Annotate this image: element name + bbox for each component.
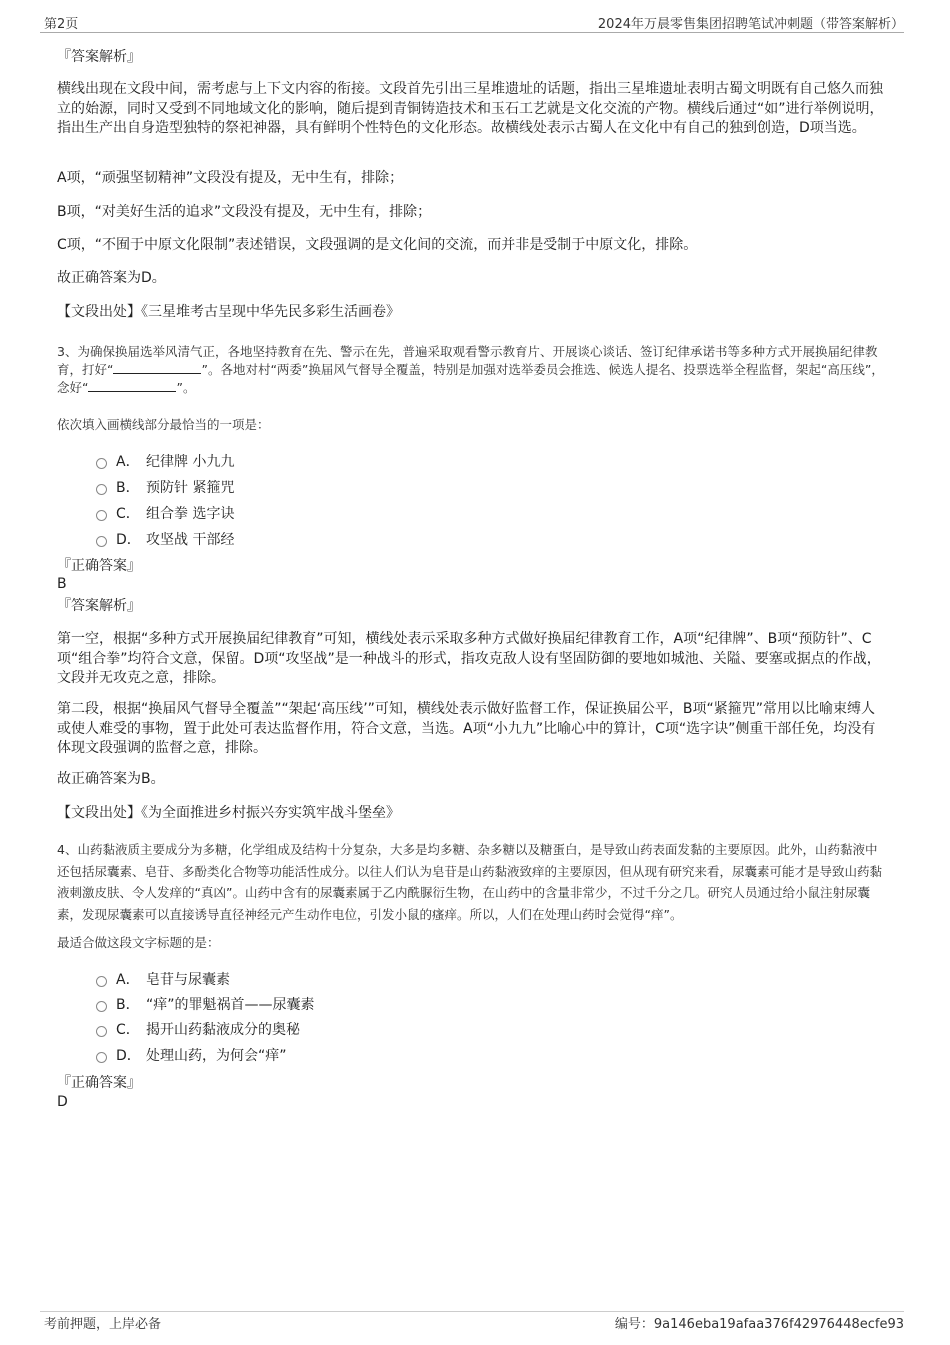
document-id: 编号：9a146eba19afaa376f42976448ecfe93 — [614, 1317, 904, 1332]
radio-icon[interactable] — [96, 484, 107, 495]
header-divider — [40, 32, 904, 33]
footer-slogan: 考前押题，上岸必备 — [44, 1317, 162, 1332]
q2-conclusion: 故正确答案为D。 — [57, 270, 166, 286]
q4-option-d[interactable] — [96, 1045, 287, 1065]
option-key: C． — [116, 1022, 140, 1038]
option-text: 预防针 紧箍咒 — [146, 480, 235, 496]
radio-icon[interactable] — [96, 510, 107, 521]
q3-prompt: 依次填入画横线部分最恰当的一项是： — [57, 417, 270, 432]
radio-icon[interactable] — [96, 976, 107, 987]
q4-prompt: 最适合做这段文字标题的是： — [57, 935, 220, 950]
q3-conclusion: 故正确答案为B。 — [57, 771, 165, 787]
radio-icon[interactable] — [96, 536, 107, 547]
option-key: A． — [116, 972, 140, 988]
q4-answer: D — [57, 1094, 68, 1110]
option-text: 皂苷与尿囊素 — [146, 972, 230, 988]
q3-option-c[interactable] — [96, 503, 234, 523]
option-text: 攻坚战 干部经 — [146, 532, 235, 548]
q3-answer: B — [57, 576, 67, 592]
radio-icon[interactable] — [96, 1026, 107, 1037]
q2-option-a-analysis: A项，“顽强坚韧精神”文段没有提及，无中生有，排除； — [57, 170, 404, 186]
blank-line — [88, 379, 176, 392]
q3-source: 【文段出处】《为全面推进乡村振兴夯实筑牢战斗堡垒》 — [57, 805, 400, 821]
radio-icon[interactable] — [96, 458, 107, 469]
page-number: 第2页 — [44, 17, 79, 32]
q2-source: 【文段出处】《三星堆考古呈现中华先民多彩生活画卷》 — [57, 304, 400, 320]
option-key: C． — [116, 506, 140, 522]
q4-answer-label: 『正确答案』 — [57, 1075, 141, 1091]
document-title: 2024年万晨零售集团招聘笔试冲刺题（带答案解析） — [597, 17, 904, 32]
q4-option-a[interactable] — [96, 969, 230, 989]
q3-analysis-2: 第二段，根据“换届风气督导全覆盖”“架起‘高压线’”可知，横线处表示做好监督工作，保证换届公平，B项“紧箍咒”常用以比喻束缚人或使人难受的事物，置于此处可表达监督作用，符合文意，当选。A项“小九九”比喻心中的算计，C项“选字诀”侧重干部任免，均没有体现文段强调的监督之意，排除。 — [57, 701, 876, 756]
blank-line — [113, 361, 201, 374]
option-key: B． — [116, 480, 140, 496]
q4-option-c[interactable] — [96, 1019, 300, 1039]
q2-analysis-label: 『答案解析』 — [57, 49, 141, 65]
q2-analysis: 横线出现在文段中间，需考虑与上下文内容的衔接。文段首先引出三星堆遗址的话题，指出三星堆遗址表明古蜀文明既有自己悠久而独立的始源，同时又受到不同地域文化的影响，随后提到青铜铸造技术和玉石工艺就是文化交流的产物。横线后通过“如”进行举例说明，指出生产出自身造型独特的祭祀神器，具有鲜明个性特色的文化形态。故横线处表示古蜀人在文化中有自己的独到创造，D项当选。 — [57, 81, 884, 136]
q3-analysis-label: 『答案解析』 — [57, 598, 141, 614]
option-text: 纪律牌 小九九 — [146, 454, 235, 470]
option-key: A． — [116, 454, 140, 470]
q3-analysis-1: 第一空，根据“多种方式开展换届纪律教育”可知，横线处表示采取多种方式做好换届纪律教育工作，A项“纪律牌”、B项“预防针”、C项“组合拳”均符合文意，保留。D项“攻坚战”是一种战斗的形式，指攻克敌人设有坚固防御的要地如城池、关隘、要塞或据点的作战，文段并无攻克之意，排除。 — [57, 631, 881, 686]
q3-option-b[interactable] — [96, 477, 234, 497]
q4-option-b[interactable] — [96, 994, 315, 1014]
footer-divider — [40, 1311, 904, 1312]
q3-stem-part: ”。各地对村“两委”换届风气督导全覆盖，特别是加强对选举委员会推选、候选人提名、投票选举全程监督，架起“高压线”，念好“ — [57, 362, 884, 395]
option-key: D． — [116, 532, 141, 548]
option-key: B． — [116, 997, 140, 1013]
option-text: “痒”的罪魁祸首——尿囊素 — [146, 997, 315, 1013]
q3-answer-label: 『正确答案』 — [57, 558, 141, 574]
q3-option-a[interactable] — [96, 451, 234, 471]
q3-stem-part: 3、为确保换届选举风清气正，各地坚持教育在先、警示在先，普遍采取观看警示教育片、开展谈心谈话、签订纪律承诺书等多种方式开展换届纪律教育，打好“ — [57, 344, 878, 377]
q3-option-d[interactable] — [96, 529, 234, 549]
q2-option-b-analysis: B项，“对美好生活的追求”文段没有提及，无中生有，排除； — [57, 204, 432, 220]
option-key: D． — [116, 1048, 141, 1064]
q4-stem: 4、山药黏液质主要成分为多糖，化学组成及结构十分复杂，大多是均多糖、杂多糖以及糖蛋白，是导致山药表面发黏的主要原因。此外，山药黏液中还包括尿囊素、皂苷、多酚类化合物等功能活性成分。以往人们认为皂苷是山药黏液致痒的主要原因，但从现有研究来看，尿囊素可能才是导致山药黏液刺激皮肤、令人发痒的“真凶”。山药中含有的尿囊素属于乙内酰脲衍生物，在山药中的含量非常少，不过千分之几。研究人员通过给小鼠注射尿囊素，发现尿囊素可以直接诱导直径神经元产生动作电位，引发小鼠的瘙痒。所以，人们在处理山药时会觉得“痒”。 — [57, 842, 883, 922]
q3-stem-part: ”。 — [176, 380, 196, 395]
option-text: 组合拳 选字诀 — [146, 506, 235, 522]
q2-option-c-analysis: C项，“不囿于中原文化限制”表述错误，文段强调的是文化间的交流，而并非是受制于中原文化，排除。 — [57, 237, 698, 253]
q3-stem — [57, 343, 887, 397]
option-text: 揭开山药黏液成分的奥秘 — [146, 1022, 300, 1038]
radio-icon[interactable] — [96, 1001, 107, 1012]
option-text: 处理山药，为何会“痒” — [146, 1048, 287, 1064]
radio-icon[interactable] — [96, 1052, 107, 1063]
